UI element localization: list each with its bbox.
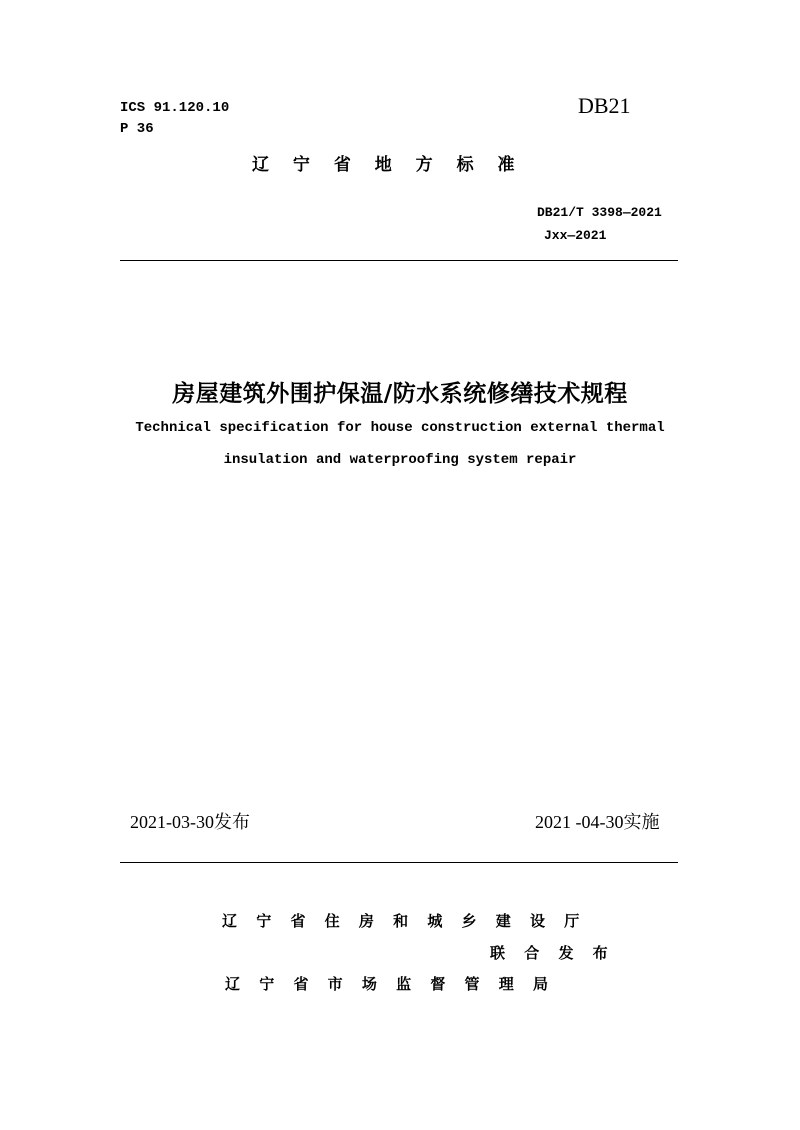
p-code: P 36 (120, 121, 154, 137)
joint-publish-label: 联 合 发 布 (490, 944, 615, 962)
footer-divider (120, 862, 678, 863)
document-title-english-line2: insulation and waterproofing system repair (223, 452, 577, 468)
standard-prefix-logo: DB21 (578, 93, 631, 118)
header-divider (120, 260, 678, 261)
document-title-chinese: 房屋建筑外围护保温/防水系统修缮技术规程 (172, 381, 628, 407)
issue-date: 2021-03-30发布 (130, 812, 250, 832)
publisher-housing-department: 辽 宁 省 住 房 和 城 乡 建 设 厅 (222, 912, 587, 930)
record-number: Jxx—2021 (544, 228, 607, 243)
standard-type-heading: 辽 宁 省 地 方 标 准 (252, 155, 524, 175)
standard-number: DB21/T 3398—2021 (537, 205, 662, 220)
publisher-market-regulation-bureau: 辽 宁 省 市 场 监 督 管 理 局 (225, 975, 556, 993)
ics-code: ICS 91.120.10 (120, 100, 230, 116)
document-title-english-line1: Technical specification for house construction external thermal (135, 420, 665, 436)
implementation-date: 2021 -04-30实施 (535, 812, 660, 832)
